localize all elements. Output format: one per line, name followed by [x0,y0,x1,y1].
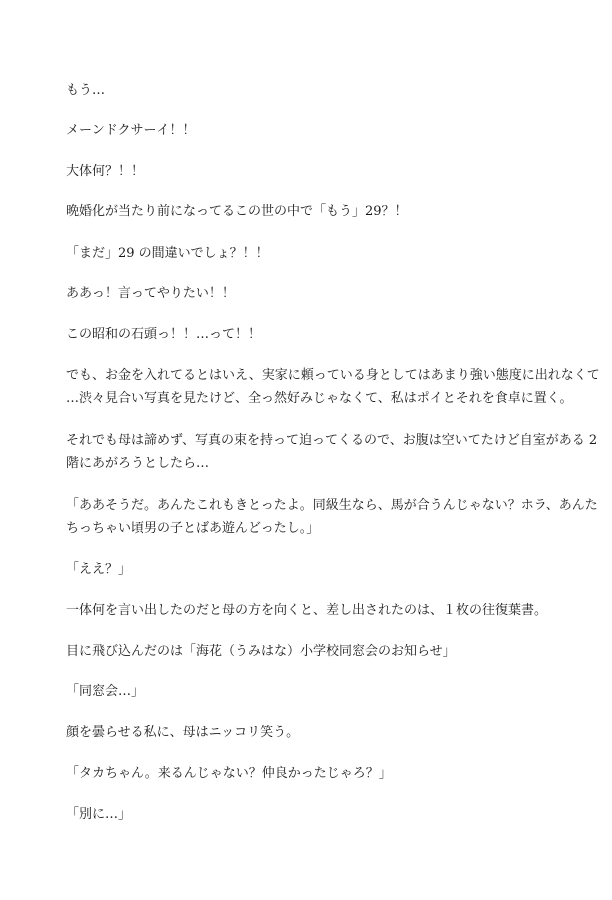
text-line: 「ええ？」 [66,562,132,577]
text-line: 「別に…」 [66,807,132,822]
text-line: もう… [66,83,106,98]
text-line: 「まだ」29 の間違いでしょ？！！ [66,246,269,261]
text-line: 階にあがろうとしたら… [66,456,210,471]
text-line: 「タカちゃん。来るんじゃない？仲良かったじゃろ？」 [66,766,392,781]
text-line: それでも母は諦めず、写真の束を持って迫ってくるので、お腹は空いてたけど自室がある 2 [66,433,598,448]
text-line: 「ああそうだ。あんたこれもきとったよ。同級生なら、馬が合うんじゃない？ホラ、あんた [66,498,598,513]
text-line: でも、お金を入れてるとはいえ、実家に頼っている身としてはあまり強い態度に出れなくて [66,368,600,383]
text-line: 目に飛び込んだのは「海花（うみはな）小学校同窓会のお知らせ」 [66,644,456,659]
text-line: 顔を曇らせる私に、母はニッコリ笑う。 [66,725,300,740]
text-line: ああっ！言ってやりたい！！ [66,286,235,301]
text-line: 大体何？！！ [66,164,145,179]
text-line: 一体何を言い出したのだと母の方を向くと、差し出されたのは、１枚の往復葉書。 [66,603,548,618]
text-line: …渋々見合い写真を見たけど、全っ然好みじゃなくて、私はポイとそれを食卓に置く。 [66,391,573,406]
text-line: この昭和の石頭っ！！…って！！ [66,327,262,342]
text-line: メーンドクサーイ！！ [66,123,196,138]
text-line: ちっちゃい頃男の子とばあ遊んどったし。」 [66,521,320,536]
text-line: 晩婚化が当たり前になってるこの世の中で「もう」29？！ [66,204,408,219]
text-line: 「同窓会…」 [66,684,145,699]
